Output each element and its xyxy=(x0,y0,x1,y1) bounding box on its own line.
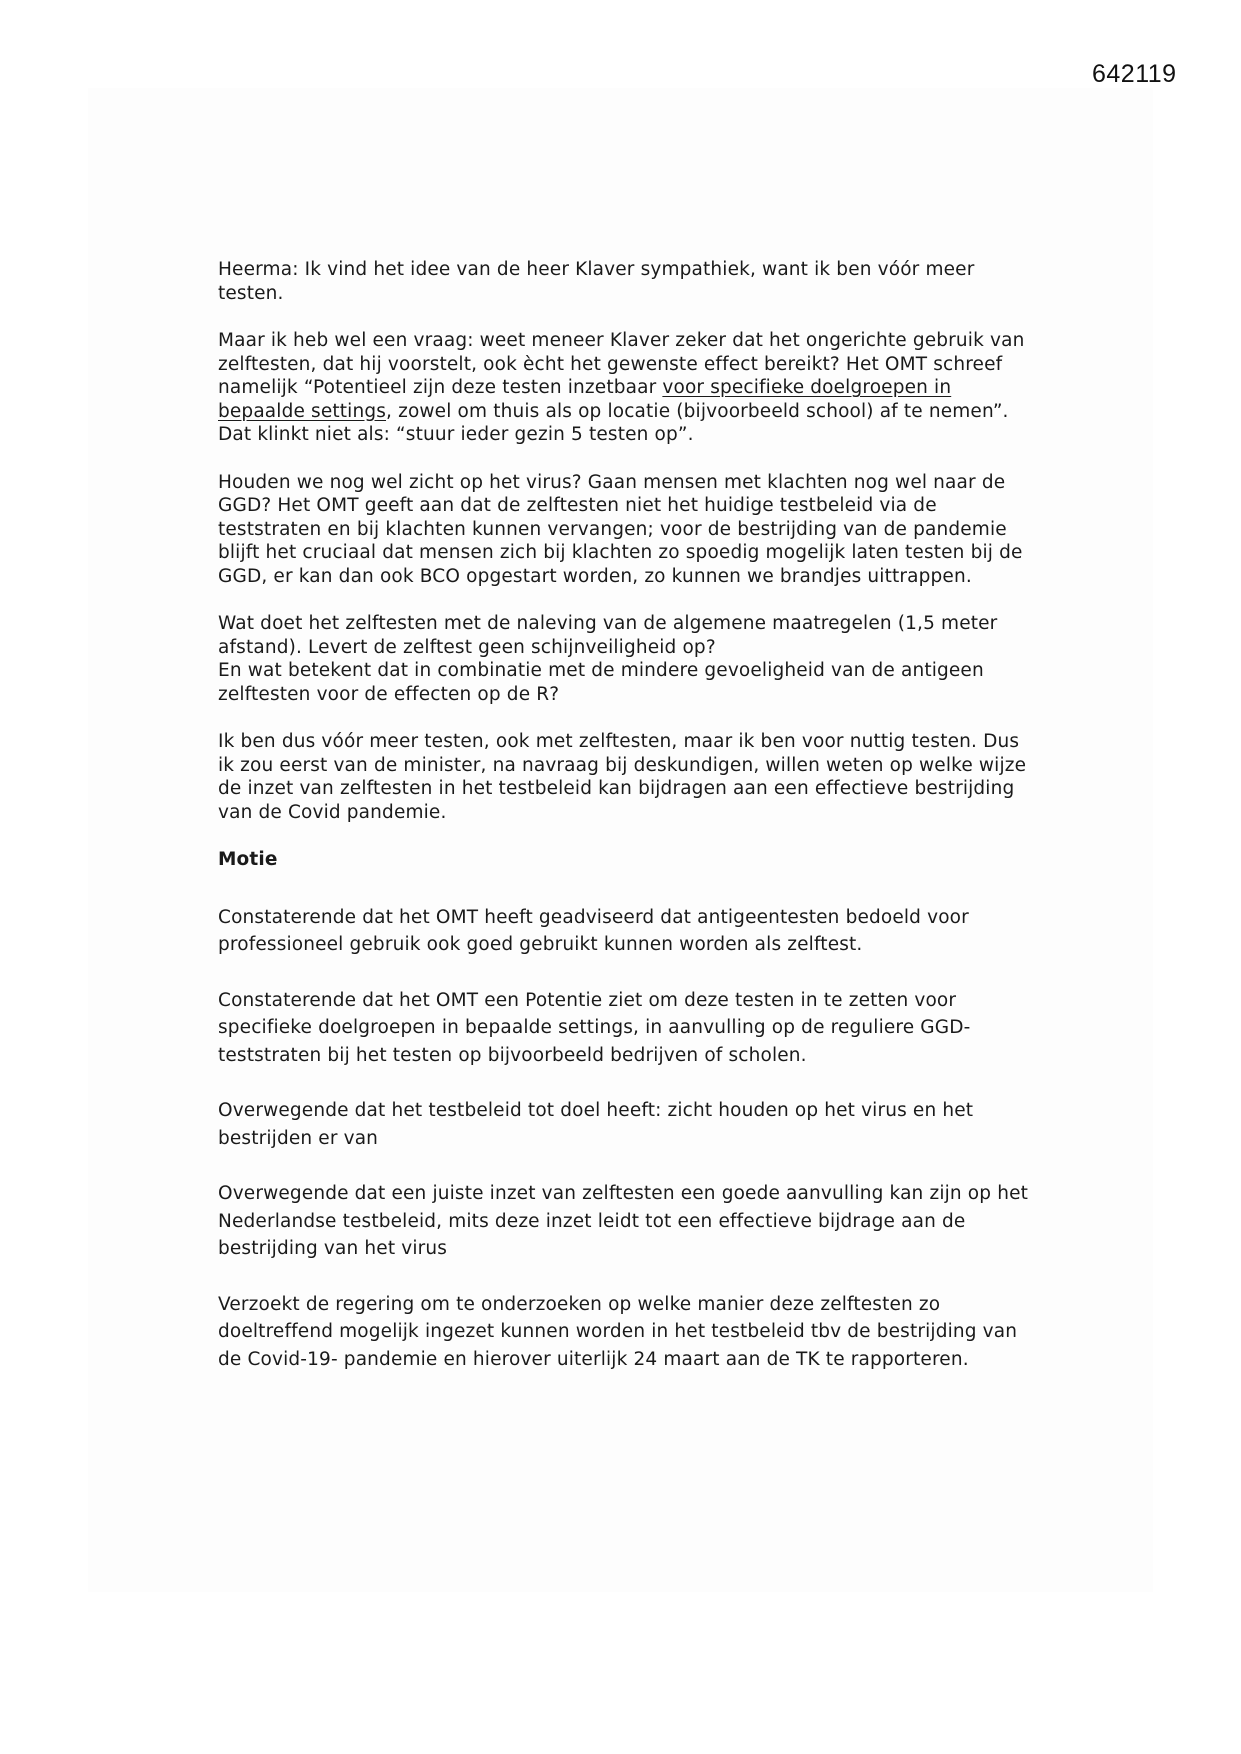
motion-title: Motie xyxy=(218,849,278,870)
motion-clauses xyxy=(218,904,1038,1374)
paragraph-intro: Heerma: Ik vind het idee van de heer Klaver sympathiek, want ik ben vóór meer testen. xyxy=(218,259,975,304)
motion-clause-constaterende-2: Constaterende dat het OMT een Potentie ziet om deze testen in te zetten voor specifieke doelgroepen in bepaalde settings, in aanvulling op de reguliere GGD-teststraten bij het testen op bijvoorbeeld bedrijven of scholen. xyxy=(218,989,971,1066)
motion-clause-overwegende-1: Overwegende dat het testbeleid tot doel heeft: zicht houden op het virus en het bestrijden er van xyxy=(218,1100,974,1149)
paragraph-question xyxy=(218,329,1038,447)
document-body xyxy=(218,258,1038,1401)
motion-clause-constaterende-1: Constaterende dat het OMT heeft geadviseerd dat antigeentesten bedoeld voor professioneel gebruik ook goed gebruikt kunnen worden als zelftest. xyxy=(218,906,969,955)
motion-clause-verzoekt: Verzoekt de regering om te onderzoeken op welke manier deze zelftesten zo doeltreffend mogelijk ingezet kunnen worden in het testbeleid tbv de bestrijding van de Covid-19- pandemie en hierover uiterlijk 24 maart aan de TK te rapporteren. xyxy=(218,1293,1018,1370)
document-number: 642119 xyxy=(1092,60,1177,88)
paragraph-useful-testing: Ik ben dus vóór meer testen, ook met zelftesten, maar ik ben voor nuttig testen. Dus ik zou eerst van de minister, na navraag bij deskundigen, willen weten op welke wijze de inzet van zelftesten in het testbeleid kan bijdragen aan een effectieve bestrijding van de Covid pandemie. xyxy=(218,731,1027,823)
motion-clause-overwegende-2: Overwegende dat een juiste inzet van zelftesten een goede aanvulling kan zijn op het Nederlandse testbeleid, mits deze inzet leidt tot een effectieve bijdrage aan de bestrijding van het virus xyxy=(218,1183,1029,1259)
paragraph-compliance-line1: Wat doet het zelftesten met de naleving van de algemene maatregelen (1,5 meter afstand). Levert de zelftest geen schijnveiligheid op? xyxy=(218,613,998,658)
underlined-quote: voor specifieke doelgroepen in bepaalde settings xyxy=(218,377,952,422)
paragraph-compliance-line2: En wat betekent dat in combinatie met de mindere gevoeligheid van de antigeen zelftesten voor de effecten op de R? xyxy=(218,660,984,705)
paragraph-virus-insight: Houden we nog wel zicht op het virus? Gaan mensen met klachten nog wel naar de GGD? Het OMT geeft aan dat de zelftesten niet het huidige testbeleid via de teststraten en bij klachten kunnen vervangen; voor de bestrijding van de pandemie blijft het cruciaal dat mensen zich bij klachten zo spoedig mogelijk laten testen bij de GGD, er kan dan ook BCO opgestart worden, zo kunnen we brandjes uittrappen. xyxy=(218,471,1023,587)
question-text-start: Maar ik heb wel een vraag: weet meneer Klaver zeker dat het ongerichte gebruik van zelftesten, dat hij voorstelt, ook ècht het gewenste effect bereikt? Het OMT schreef namelijk “Potentieel zijn deze testen inzetbaar xyxy=(218,330,1025,398)
question-text-end: , zowel om thuis als op locatie (bijvoorbeeld school) af te nemen”. Dat klinkt niet als: “stuur ieder gezin 5 testen op”. xyxy=(218,400,1009,445)
